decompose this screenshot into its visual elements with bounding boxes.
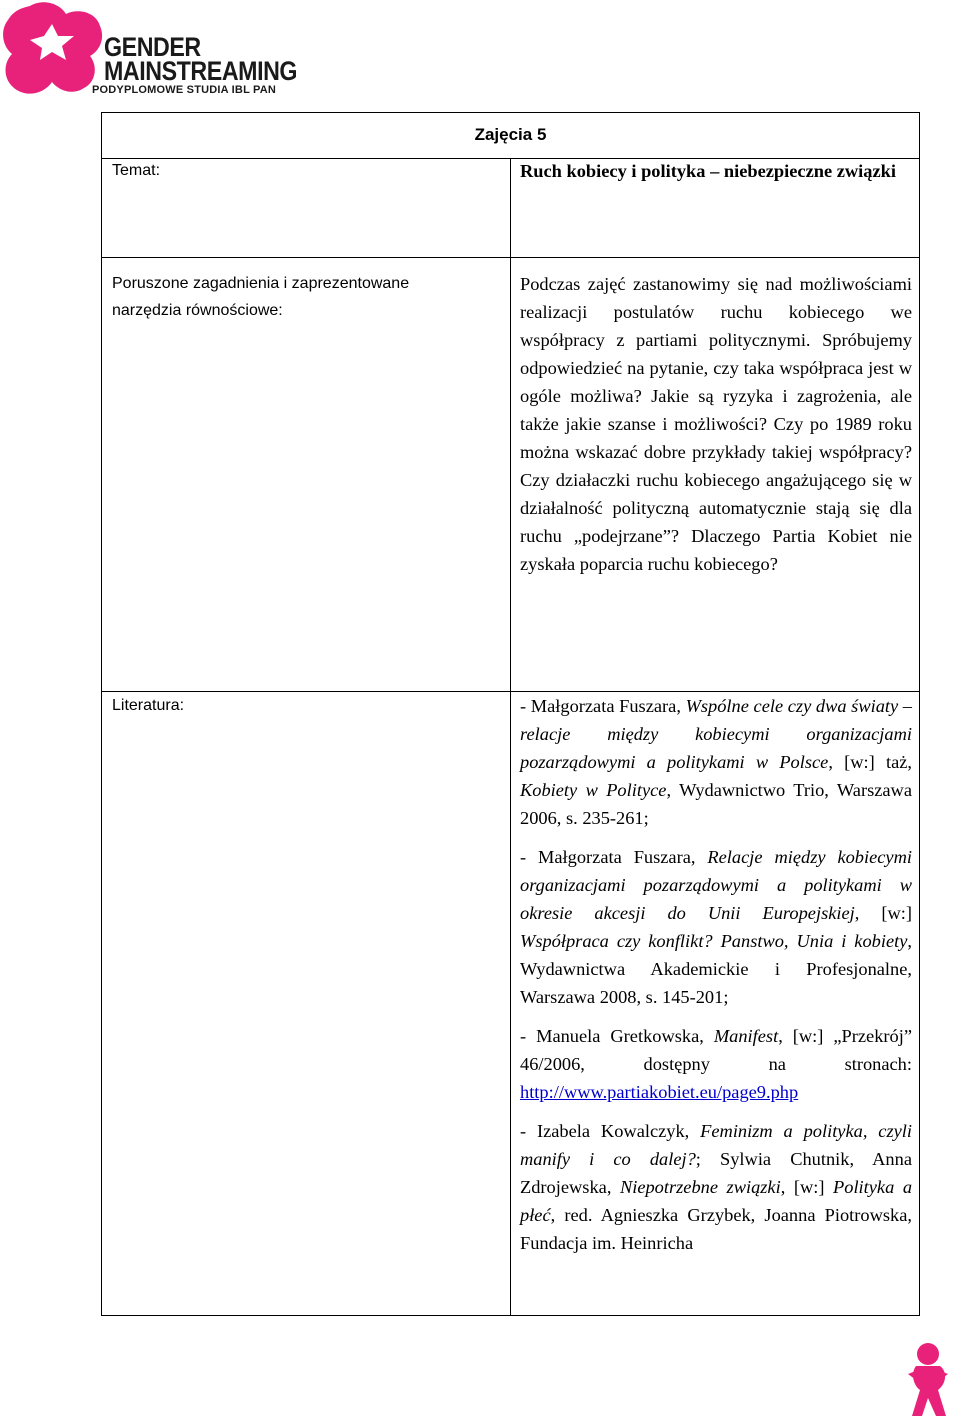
literature-item: [520, 692, 912, 832]
ref-text: ; Sylwia Chutnik, Anna Zdrojewska,: [520, 1149, 912, 1197]
ref-editors: , red. Agnieszka Grzybek, Joanna Piotrowska, Fundacja im. Heinricha: [520, 1205, 912, 1253]
ref-title: Relacje między kobiecymi organizacjami pozarządowymi a politykami w okresie akcesji do Unii Europejskiej: [520, 847, 912, 923]
ref-text: , [w:] taż,: [828, 752, 912, 772]
literature-item: [520, 1117, 912, 1257]
ref-author: - Manuela Gretkowska,: [520, 1026, 714, 1046]
literature-list: [520, 692, 912, 1268]
session-title: Zajęcia 5: [474, 125, 547, 144]
topic-value: Ruch kobiecy i polityka – niebezpieczne związki: [520, 161, 896, 181]
literature-label: Literatura:: [112, 697, 185, 714]
issues-description: Podczas zajęć zastanowimy się nad możliwościami realizacji postulatów ruchu kobiecego we współpracy z partiami politycznymi. Spróbujemy odpowiedzieć na pytanie, czy taka współpraca jest w ogóle możliwa? Jakie są ryzyka i zagrożenia, ale także jakie szanse i możliwości? Czy po 1989 roku można wskazać dobre przykłady takiej współpracy? Czy działaczki ruchu kobiecego angażującego się w działalność polityczną automatycznie stają się dla ruchu „podejrzane”? Dlaczego Partia Kobiet nie zyskała poparcia ruchu kobiecego?: [520, 274, 912, 574]
ref-book-title: Niepotrzebne związki: [619, 1177, 781, 1197]
pink-figure-icon: [898, 1340, 958, 1420]
literature-item: [520, 843, 912, 1011]
topic-label: Temat:: [112, 162, 161, 179]
ref-author: - Małgorzata Fuszara,: [520, 696, 686, 716]
gender-mainstreaming-logo: [0, 0, 298, 102]
ref-author: - Małgorzata Fuszara,: [520, 847, 708, 867]
ref-text: , [w:]: [854, 903, 912, 923]
course-table: [101, 112, 920, 1316]
ref-publisher: , Wydawnictwo Trio, Warszawa 2006, s. 235-261;: [520, 780, 912, 828]
logo-subtitle: PODYPLOMOWE STUDIA IBL PAN: [92, 84, 277, 96]
ref-publisher: , Wydawnictwa Akademickie i Profesjonalne, Warszawa 2008, s. 145-201;: [520, 931, 912, 1007]
ref-text: , [w:]: [780, 1177, 834, 1197]
ref-book-title: Kobiety w Polityce: [520, 780, 667, 800]
logo-text-gender: GENDER: [104, 32, 201, 62]
ref-book-title: Polityka a płeć: [520, 1177, 913, 1225]
table-border-left: [101, 112, 102, 1316]
column-divider: [510, 158, 511, 1316]
ref-link[interactable]: http://www.partiakobiet.eu/page9.php: [520, 1082, 799, 1102]
literature-item: [520, 1022, 912, 1106]
ref-book-title: Współpraca czy konflikt? Panstwo, Unia i kobiety: [520, 931, 908, 951]
ref-author: - Izabela Kowalczyk,: [520, 1121, 701, 1141]
logo-text-mainstreaming: MAINSTREAMING: [104, 56, 298, 86]
ref-title: Manifest: [713, 1026, 779, 1046]
issues-label: Poruszone zagadnienia i zaprezentowane narzędzia równościowe:: [112, 275, 410, 319]
ref-title: Wspólne cele czy dwa światy – relacje między kobiecymi organizacjami pozarządowymi a politykami w Polsce: [520, 696, 912, 772]
table-border-right: [919, 112, 920, 1316]
ref-text: , [w:] „Przekrój” 46/2006, dostępny na stronach:: [520, 1026, 912, 1074]
ref-title: Feminizm a polityka, czyli manify i co dalej?: [520, 1121, 912, 1169]
